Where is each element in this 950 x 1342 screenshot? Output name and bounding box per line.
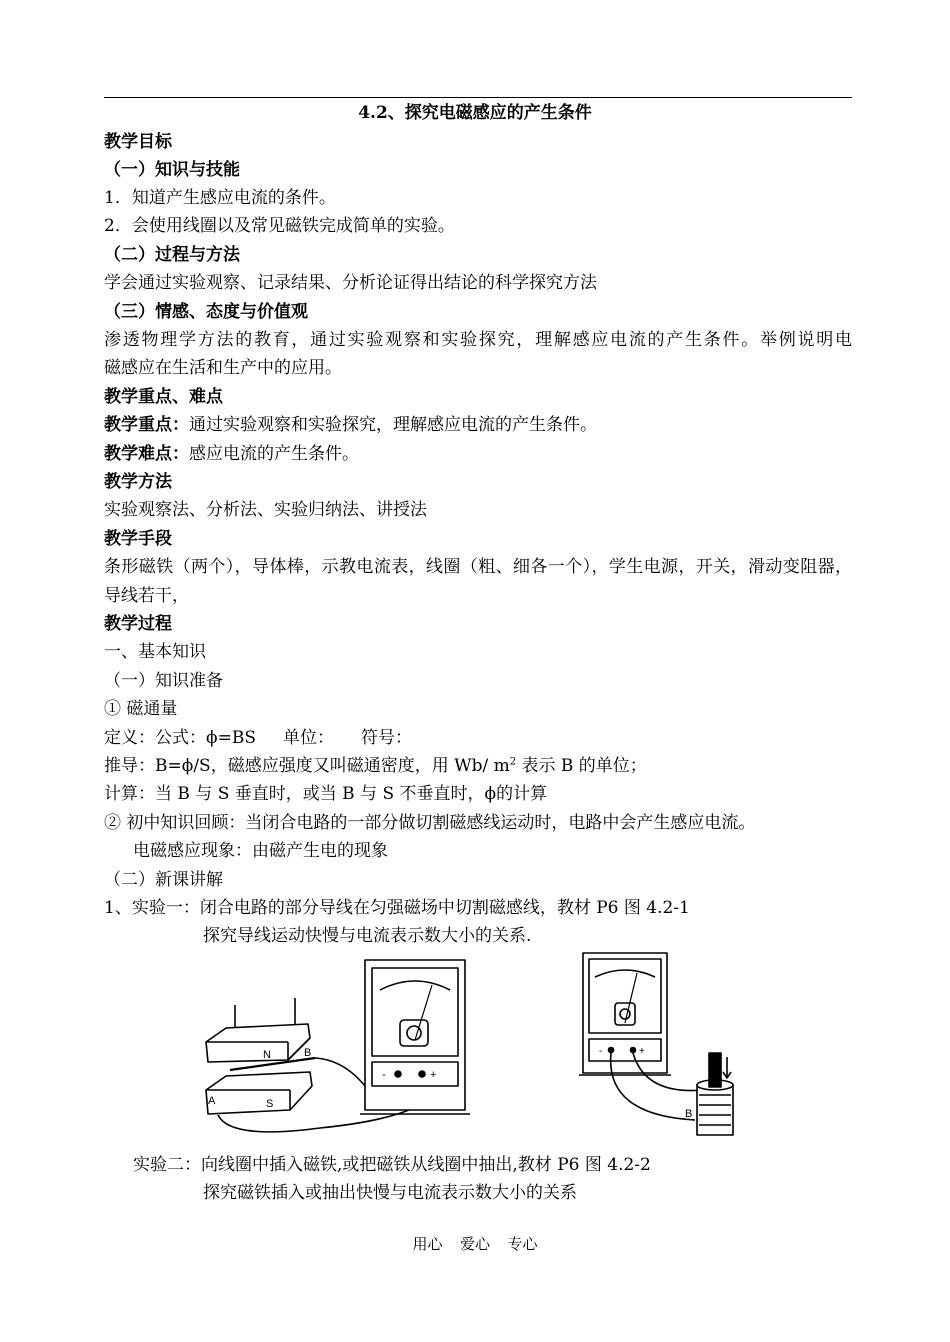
process-text: 学会通过实验观察、记录结果、分析论证得出结论的科学探究方法 — [104, 273, 597, 293]
em-induction-line: 电磁感应现象：由磁产生电的现象 — [133, 841, 388, 861]
magnet-s — [206, 1072, 312, 1114]
attitude-text-line2: 磁感应在生活和生产中的应用。 — [104, 358, 342, 378]
derivation-text-a: 推导：B=ϕ/S，磁感应强度又叫磁通密度，用 Wb/ m — [104, 756, 510, 776]
calculation-line: 计算：当 B 与 S 垂直时，或当 B 与 S 不垂直时，ϕ的计算 — [104, 784, 548, 804]
label-plus: + — [639, 1046, 645, 1057]
experiment-1-goal: 探究导线运动快慢与电流表示数大小的关系. — [203, 926, 532, 946]
difficulty-label: 教学难点： — [104, 444, 189, 464]
page-title: 4.2、探究电磁感应的产生条件 — [358, 103, 592, 123]
label-s: S — [266, 1098, 274, 1110]
teaching-process-heading: 教学过程 — [104, 614, 172, 634]
difficulty-line — [104, 444, 359, 464]
key-point-text: 通过实验观察和实验探究，理解感应电流的产生条件。 — [189, 415, 597, 435]
coil — [697, 1085, 733, 1135]
label-minus: - — [599, 1046, 603, 1057]
method-text: 实验观察法、分析法、实验归纳法、讲授法 — [104, 500, 427, 520]
means-heading: 教学手段 — [104, 529, 172, 549]
page-footer: 用心 爱心 专心 — [412, 1235, 538, 1253]
key-point-label: 教学重点： — [104, 415, 189, 435]
derivation-line — [104, 756, 647, 776]
magnetic-flux: ① 磁通量 — [104, 699, 178, 719]
knowledge-item-2: 2．会使用线圈以及常见磁铁完成简单的实验。 — [104, 216, 455, 236]
label-b: B — [685, 1108, 693, 1120]
label-plus: + — [430, 1069, 437, 1081]
section-attitude-heading: （三）情感、态度与价值观 — [104, 302, 308, 322]
label-a: A — [208, 1095, 216, 1107]
definition-line: 定义：公式：ϕ=BS 单位： 符号： — [104, 728, 413, 748]
goals-heading: 教学目标 — [104, 132, 172, 152]
knowledge-item-1: 1．知道产生感应电流的条件。 — [104, 188, 336, 208]
magnet-n — [206, 1024, 310, 1062]
label-minus: - — [382, 1069, 386, 1081]
terminal-minus — [609, 1048, 614, 1053]
header-rule — [104, 97, 852, 98]
knowledge-prep: （一）知识准备 — [104, 671, 223, 691]
difficulty-text: 感应电流的产生条件。 — [189, 444, 359, 464]
key-point-line — [104, 415, 597, 435]
means-text-line2: 导线若干， — [104, 586, 189, 606]
figure-4-2-2 — [575, 945, 745, 1145]
section-knowledge-heading: （一）知识与技能 — [104, 160, 240, 180]
experiment-2-goal: 探究磁铁插入或抽出快慢与电流表示数大小的关系 — [203, 1183, 577, 1203]
review-line: ② 初中知识回顾：当闭合电路的一部分做切割磁感线运动时，电路中会产生感应电流。 — [104, 813, 756, 833]
derivation-text-b: 表示 B 的单位； — [516, 756, 647, 776]
new-lesson: （二）新课讲解 — [104, 870, 223, 890]
key-difficulty-heading: 教学重点、难点 — [104, 387, 223, 407]
label-b: B — [304, 1047, 312, 1059]
section-process-heading: （二）过程与方法 — [104, 245, 240, 265]
experiment-2: 实验二：向线圈中插入磁铁,或把磁铁从线圈中抽出,教材 P6 图 4.2-2 — [133, 1155, 651, 1175]
method-heading: 教学方法 — [104, 472, 172, 492]
terminal-plus — [419, 1071, 425, 1077]
terminal-plus — [631, 1048, 636, 1053]
attitude-text-line1: 渗透物理学方法的教育，通过实验观察和实验探究，理解感应电流的产生条件。举例说明电 — [104, 330, 852, 350]
means-text-line1: 条形磁铁（两个），导体棒，示教电流表，线圈（粗、细各一个），学生电源，开关，滑动变阻器， — [104, 557, 852, 577]
basic-knowledge: 一、基本知识 — [104, 642, 206, 662]
experiment-1: 1、实验一：闭合电路的部分导线在匀强磁场中切割磁感线，教材 P6 图 4.2-1 — [104, 898, 690, 918]
derivation-superscript: 2 — [509, 756, 517, 768]
terminal-minus — [395, 1071, 401, 1077]
bar-magnet — [709, 1053, 721, 1087]
label-n: N — [263, 1049, 271, 1061]
figure-4-2-1 — [200, 950, 480, 1142]
